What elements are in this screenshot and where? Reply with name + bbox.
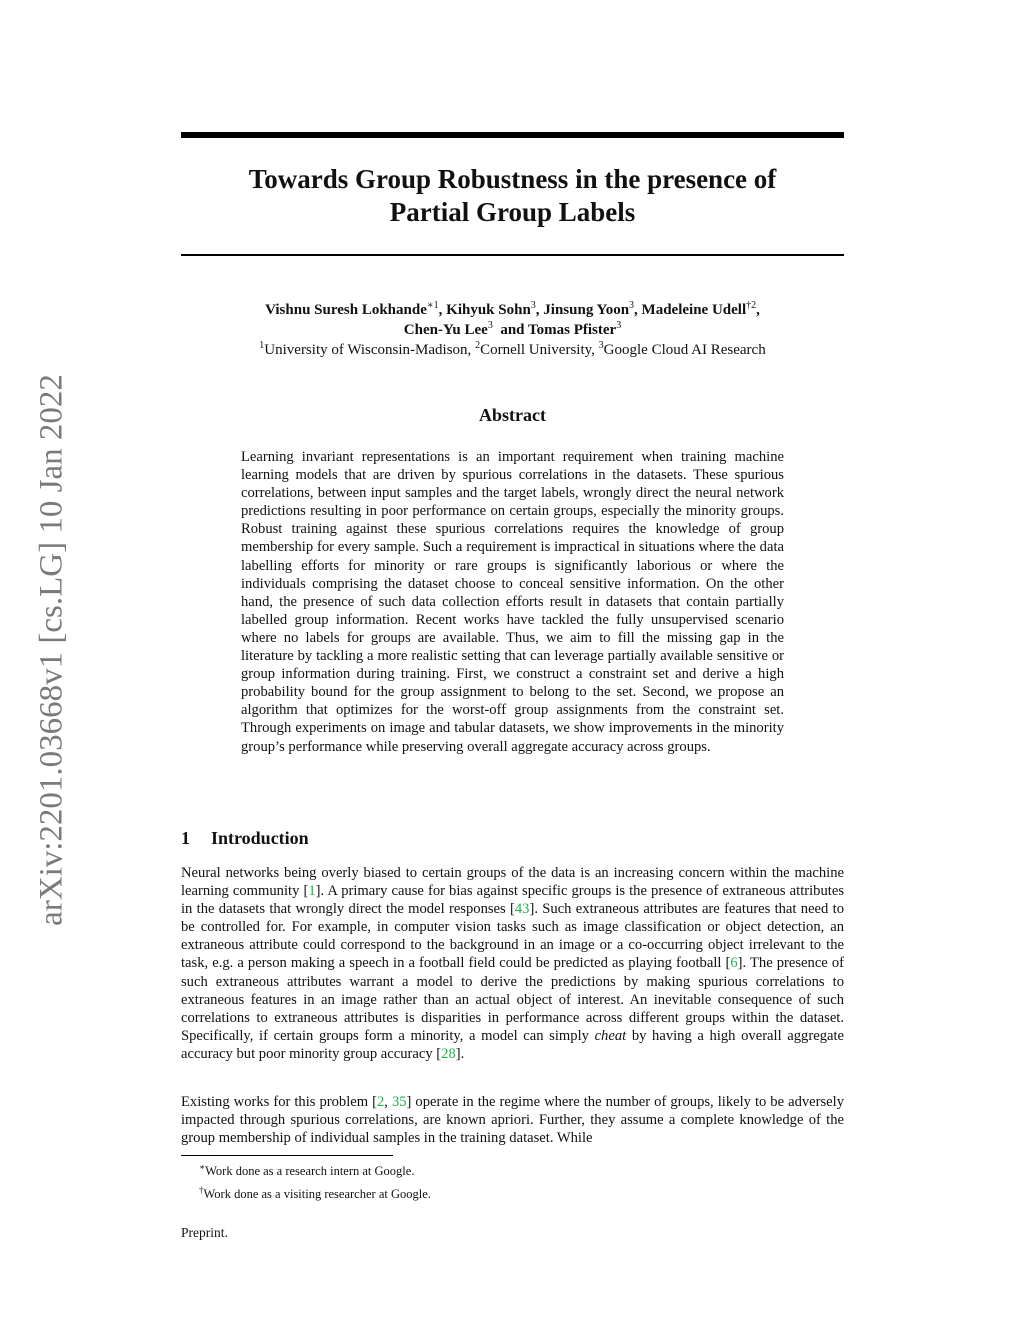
citation-link[interactable]: 1: [308, 883, 316, 900]
paragraph-text: ]. A primary cause for bias against specific groups is the presence of extraneous attributes in the datasets that wrongly direct the model responses [: [181, 883, 844, 918]
author-affil-mark: †2: [746, 300, 757, 311]
intro-paragraph-2: [181, 1093, 844, 1147]
author-name: Chen-Yu Lee: [403, 322, 488, 338]
section-number: 1: [181, 828, 190, 848]
paragraph-text: ]. The presence of such extraneous attributes warrant a model to derive the predictions by making spurious correlations to extraneous features in an image rather than an actual object of interest. An inevitable consequence of such correlations to extraneous attributes is disparities in performance across different groups within the dataset. Specifically, if certain groups form a minority, a model can simply: [181, 955, 845, 1044]
abstract-text: Learning invariant representations is an important requirement when training machine learning models that are driven by spurious correlations in the datasets. These spurious correlations, between input samples and the target labels, wrongly direct the neural network predictions resulting in poor performance on certain groups, especially the minority groups. Robust training against these spurious correlations requires the knowledge of group membership for every sample. Such a requirement is impractical in situations where the data labelling efforts for minority or rare groups is significantly laborious or where the individuals comprising the dataset choose to conceal sensitive information. On the other hand, the presence of such data collection efforts result in datasets that contain partially labelled group information. Recent works have tackled the fully unsupervised scenario where no labels for groups are available. Thus, we aim to fill the missing gap in the literature by tackling a more realistic setting that can leverage partially available sensitive or group information during training. First, we construct a constraint set and derive a high probability bound for the group assignment to belong to the set. Second, we propose an algorithm that optimizes for the worst-off group assignments from the constraint set. Through experiments on image and tabular datasets, we show improvements in the minority group’s performance while preserving overall aggregate accuracy across groups.: [241, 449, 784, 755]
affil-mark: 3: [598, 340, 604, 351]
section-title: Introduction: [211, 828, 309, 848]
affiliation-1: University of Wisconsin-Madison,: [264, 342, 472, 358]
citation-link[interactable]: 28: [441, 1045, 456, 1062]
author-affil-mark: 3: [530, 300, 536, 311]
citation-link[interactable]: 2: [376, 1094, 385, 1110]
author-affil-mark: 3: [629, 300, 635, 311]
author-affil-mark: ∗1: [426, 300, 439, 311]
title-bottom-rule: [181, 254, 844, 256]
author-name: Jinsung Yoon: [543, 302, 630, 318]
citation-link[interactable]: 43: [514, 901, 530, 918]
author-name: Kihyuk Sohn: [446, 302, 531, 318]
intro-paragraph-1: [181, 864, 844, 1063]
affil-mark: 1: [259, 340, 265, 351]
author-block: [181, 300, 844, 360]
author-names: Vishnu Suresh Lokhande$^{∗1}$, Kihyuk Sohn$^3$, Jinsung Yoon$^3$, Madeleine Udell$^{\dagger 2}$, Chen-Yu Lee$^3$ and Tomas Pfister$^3$: [265, 300, 760, 338]
author-affil-mark: 3: [616, 320, 622, 331]
affiliations: [181, 340, 844, 360]
author-name: Vishnu Suresh Lokhande: [265, 302, 427, 318]
author-name: Tomas Pfister: [528, 322, 617, 338]
title-line-1: Towards Group Robustness in the presence of: [248, 164, 777, 194]
footnote-mark: ∗: [199, 1162, 206, 1172]
paragraph-text: Neural networks being overly biased to certain groups of the data is an increasing concern within the machine learning community [: [181, 865, 844, 900]
title-line-2: Partial Group Labels: [389, 197, 636, 227]
paper-title: [181, 163, 844, 229]
author-affil-mark: 3: [487, 320, 493, 331]
citation-link[interactable]: 35: [391, 1094, 407, 1110]
abstract-heading: Abstract: [479, 405, 546, 425]
emphasis-text: cheat: [594, 1027, 627, 1044]
paragraph-text: by having a high overall aggregate accuracy but poor minority group accuracy [: [181, 1027, 844, 1062]
paragraph-text: ].: [455, 1045, 465, 1062]
affiliation-3: Google Cloud AI Research: [603, 342, 766, 358]
affiliation-2: Cornell University,: [480, 342, 595, 358]
citation-link[interactable]: 6: [730, 955, 738, 972]
footnote-2: [181, 1181, 844, 1204]
paragraph-text: ] operate in the regime where the number of groups, likely to be adversely impacted through spurious correlations, are known apriori. Further, they assume a complete knowledge of the group membership of individual samples in the training dataset. While: [181, 1094, 845, 1147]
author-and: and: [500, 322, 525, 338]
paragraph-text: Existing works for this problem [: [181, 1094, 377, 1110]
footnote-rule: [181, 1155, 393, 1156]
author-name: Madeleine Udell: [641, 302, 747, 318]
footnote-text: Work done as a research intern at Google.: [205, 1164, 415, 1179]
title-top-rule: [181, 132, 844, 138]
footnote-1: [181, 1158, 844, 1181]
footnotes: [181, 1158, 844, 1204]
affil-mark: 2: [475, 340, 481, 351]
paragraph-text: ]. Such extraneous attributes are features that need to be controlled for. For example, in computer vision tasks such as image classification or object detection, an extraneous attribute could correspond to the background in an image or a co-occurring object irrelevant to the task, e.g. a person making a speech in a football field could be predicted as playing football [: [181, 901, 844, 972]
paragraph-text: ,: [384, 1094, 392, 1110]
section-heading: [181, 828, 309, 849]
footnote-mark: †: [199, 1185, 204, 1196]
preprint-footer: Preprint.: [181, 1225, 228, 1240]
footnote-text: Work done as a visiting researcher at Google.: [203, 1187, 431, 1202]
arxiv-stamp: arXiv:2201.03668v1 [cs.LG] 10 Jan 2022: [33, 374, 70, 926]
